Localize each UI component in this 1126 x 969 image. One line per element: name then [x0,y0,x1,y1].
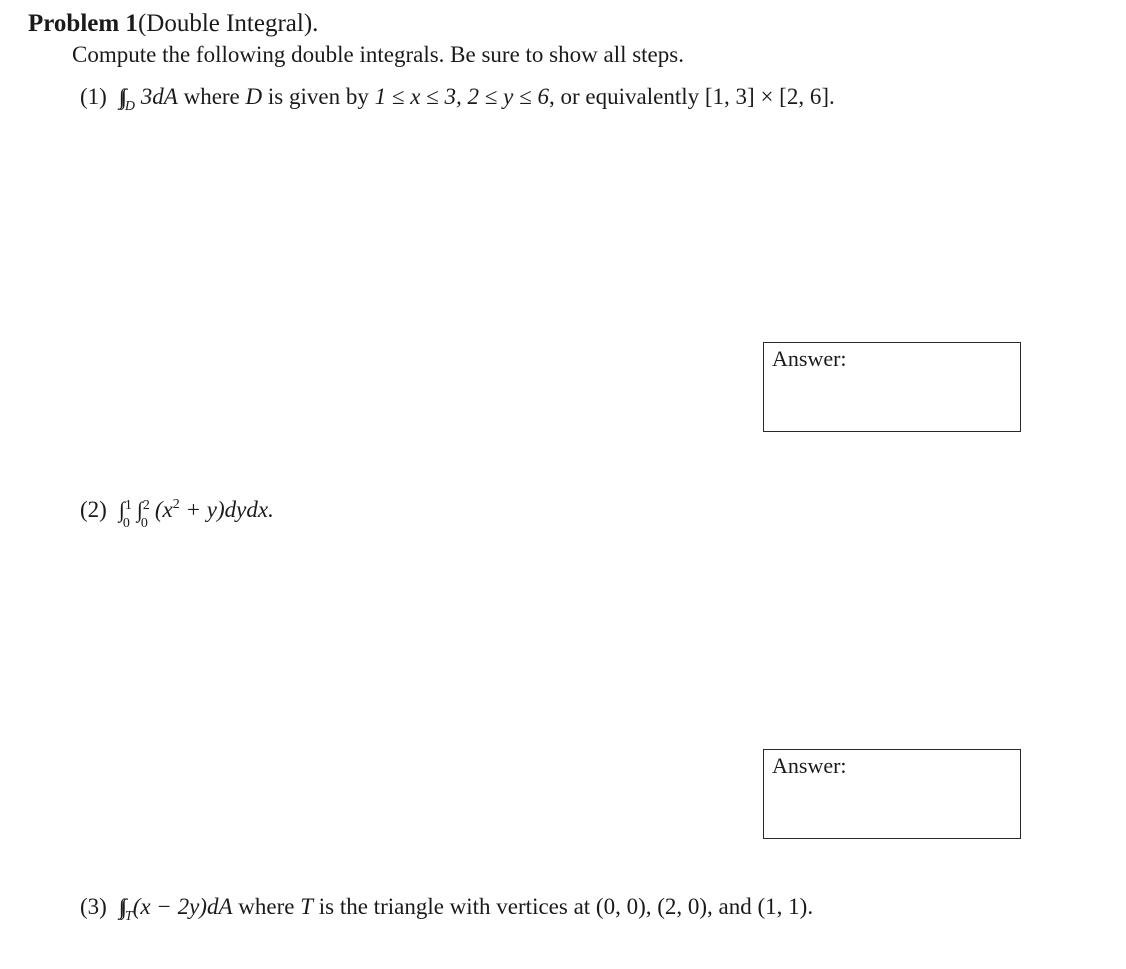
problem-text: , or equivalently [549,84,705,109]
problem-text: is given by [262,84,375,109]
integrand: (x − 2y)dA [132,894,233,919]
region-variable: D [245,84,263,109]
inner-integral-sign: ∫ [136,497,139,522]
outer-upper-limit: 1 [124,498,132,513]
region-subscript: T [124,909,133,924]
problem-subtitle: (Double Integral). [137,10,319,37]
problem-text: is the triangle with vertices at (0, 0), (2, 0), and (1, 1). [312,894,814,919]
answer-label: Answer: [772,346,847,371]
inner-lower-limit: 0 [140,516,148,531]
problem-2 [80,490,274,531]
answer-box-2[interactable] [763,749,1021,839]
inner-upper-limit: 2 [142,498,150,513]
double-integral-sign: ∫∫ [118,894,123,919]
rectangle-notation: [1, 3] × [2, 6]. [704,84,835,109]
region-condition: 1 ≤ x ≤ 3, 2 ≤ y ≤ 6 [374,84,550,109]
integrand-power: 2 [172,497,180,512]
page-title [28,8,318,40]
problem-number: (2) [80,497,107,522]
problem-text: where [232,894,301,919]
problem-3 [80,892,813,932]
double-integral-sign: ∫∫ [118,84,123,109]
problem-number: (1) [80,84,107,109]
instructions: Compute the following double integrals. Be sure to show all steps. [72,42,684,67]
outer-integral-sign: ∫ [118,497,121,522]
answer-label: Answer: [772,753,847,778]
problem-number: (3) [80,894,107,919]
answer-box-1[interactable] [763,342,1021,432]
problem-text: where [177,84,246,109]
problem-title: Problem 1 [28,10,138,37]
outer-lower-limit: 0 [122,516,130,531]
integrand-close: + y)dydx. [179,497,274,522]
inner-limits [140,498,155,531]
problem-1 [80,82,835,122]
outer-limits [122,498,137,531]
integrand-open: (x [154,497,173,522]
region-subscript: D [124,99,136,114]
integrand: 3dA [140,84,178,109]
region-variable: T [300,894,313,919]
